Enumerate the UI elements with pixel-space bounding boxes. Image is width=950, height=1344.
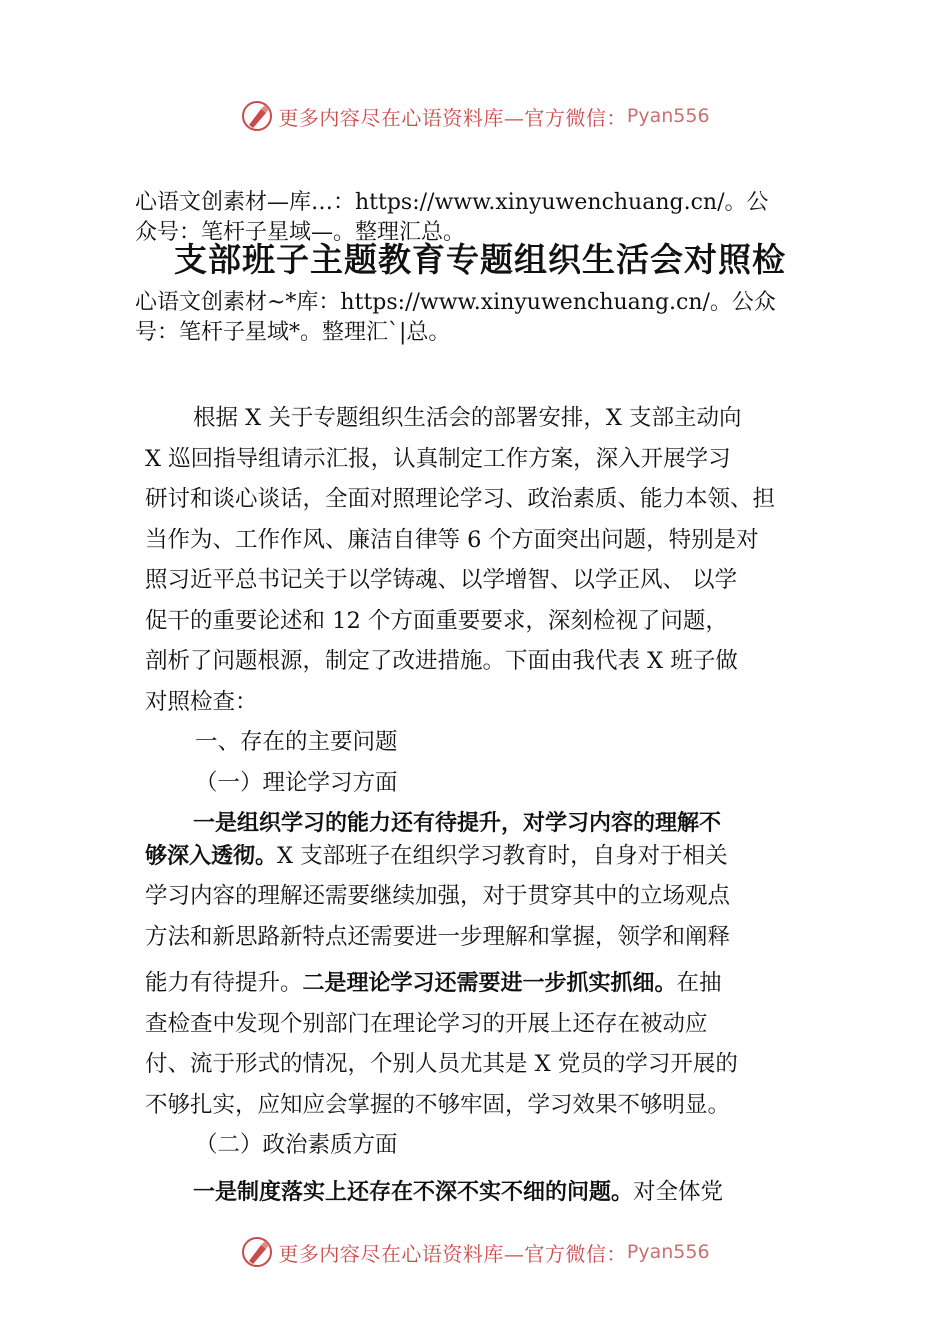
- section-heading: 一、存在的主要问题: [195, 729, 398, 755]
- item1-line: [145, 836, 825, 877]
- body-text: 对全体党: [633, 1178, 724, 1205]
- watermark-text: 更多内容尽在心语资料库—官方微信：: [278, 1241, 627, 1266]
- source-header-1: 心语文创素材—库…：https://www.xinyuwenchuang.cn/。公 众号：笔杆子星域—。整理汇总。: [135, 190, 769, 245]
- para1-line: 剖析了问题根源，制定了改进措施。下面由我代表 X 班子做: [145, 648, 738, 674]
- watermark-banner-top: [0, 96, 950, 136]
- bold-point: 一是制度落实上还存在不深不实不细的问题。: [193, 1179, 634, 1205]
- pen-nib-logo-icon: [240, 1235, 274, 1269]
- pen-nib-logo-icon: [240, 99, 274, 133]
- bold-point: 够深入透彻。: [145, 843, 278, 869]
- item1-line: [145, 963, 825, 1004]
- para1-line: 当作为、工作作风、廉洁自律等 6 个方面突出问题，特别是对: [145, 526, 759, 553]
- watermark-wechat-id: Pyan556: [626, 1241, 710, 1263]
- item1-line: 付、流于形式的情况，个别人员尤其是 X 党员的学习开展的: [145, 1051, 738, 1077]
- para1-line: 根据 X 关于专题组织生活会的部署安排，X 支部主动向: [193, 405, 742, 431]
- item1-line: 学习内容的理解还需要继续加强，对于贯穿其中的立场观点: [145, 883, 731, 909]
- watermark-text: 更多内容尽在心语资料库—官方微信：: [278, 105, 627, 130]
- watermark-wechat-id: Pyan556: [626, 105, 710, 127]
- subsection-heading: （一）理论学习方面: [195, 769, 398, 796]
- bold-point: 一是组织学习的能力还有待提升，对学习内容的理解不: [193, 811, 722, 836]
- subsection-heading: （二）政治素质方面: [195, 1132, 398, 1158]
- para1-line: 研讨和谈心谈话，全面对照理论学习、政治素质、能力本领、担: [145, 486, 776, 512]
- body-text: X 支部班子在组织学习教育时，自身对于相关: [277, 842, 728, 869]
- document-title: 支部班子主题教育专题组织生活会对照检: [174, 240, 786, 279]
- para1-line: 对照检查：: [145, 688, 258, 715]
- para1-line: 促干的重要论述和 12 个方面重要要求，深刻检视了问题，: [145, 607, 728, 634]
- item1-line: 查检查中发现个别部门在理论学习的开展上还存在被动应: [145, 1010, 708, 1037]
- item1-line: 方法和新思路新特点还需要进一步理解和掌握，领学和阐释: [145, 923, 731, 950]
- item2-line: [145, 1172, 825, 1213]
- item1-line: 不够扎实，应知应会掌握的不够牢固，学习效果不够明显。: [145, 1091, 731, 1118]
- document-body: [145, 398, 825, 1212]
- para1-line: 照习近平总书记关于以学铸魂、以学增智、以学正风、 以学: [145, 567, 738, 593]
- source-header-2: 心语文创素材~*库：https://www.xinyuwenchuang.cn/。公众 号：笔杆子星域*。整理汇`|总。: [135, 290, 776, 345]
- para1-line: X 巡回指导组请示汇报，认真制定工作方案，深入开展学习: [145, 445, 731, 472]
- watermark-banner-bottom: [0, 1232, 950, 1272]
- bold-point: 二是理论学习还需要进一步抓实抓细。: [302, 971, 677, 996]
- body-text: 在抽: [676, 970, 722, 996]
- body-text: 能力有待提升。: [145, 970, 303, 996]
